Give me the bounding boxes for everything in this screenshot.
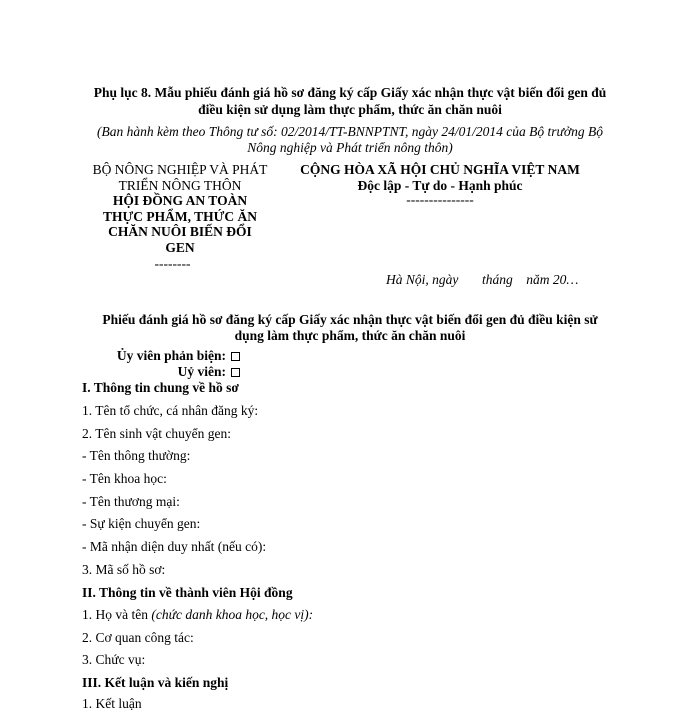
member-row [178,364,240,380]
field-member-name [82,607,313,623]
council-line-2: THỰC PHẨM, THỨC ĂN [103,208,257,224]
field-transformation-event: - Sự kiện chuyển gen: [82,516,201,531]
field-position: 3. Chức vụ: [82,652,146,667]
section-3-heading: III. Kết luận và kiến nghị [82,675,229,690]
left-divider: -------- [154,256,191,271]
section-2-heading: II. Thông tin về thành viên Hội đồng [82,585,293,600]
nation-name: CỘNG HÒA XÃ HỘI CHỦ NGHĨA VIỆT NAM [300,162,580,177]
member-label: Uỷ viên: [177,364,226,379]
field-workplace: 2. Cơ quan công tác: [82,630,194,645]
council-line-4: GEN [165,239,195,255]
date-line: Hà Nội, ngày tháng năm 20… [386,272,579,287]
council-line-1: HỘI ĐỒNG AN TOÀN [112,193,248,208]
nation-header [270,162,610,193]
issue-note: (Ban hành kèm theo Thông tư số: 02/2014/TT-BNNPTNT, ngày 24/01/2014 của Bộ trưởng Bộ Nông nghiệp và Phát triển nông thôn) [97,124,603,155]
council-line-3: CHĂN NUÔI BIẾN ĐỔI [108,224,252,239]
ministry-header [80,162,280,255]
field-trade-name: - Tên thương mại: [82,494,180,509]
member-name-note: (chức danh khoa học, học vị): [151,607,314,622]
reviewer-row [117,348,240,364]
field-unique-identifier: - Mã nhận diện duy nhất (nếu có): [82,539,267,554]
right-divider: --------------- [406,192,474,207]
field-conclusion: 1. Kết luận [82,696,142,711]
field-registrant: 1. Tên tổ chức, cá nhân đăng ký: [82,403,259,418]
reviewer-checkbox[interactable] [231,352,240,361]
reviewer-label: Ủy viên phản biện: [116,348,226,363]
ministry-line-2: TRIỂN NÔNG THÔN [118,177,242,193]
nation-motto: Độc lập - Tự do - Hạnh phúc [357,177,523,193]
field-common-name: - Tên thông thường: [82,448,191,463]
ministry-line-1: BỘ NÔNG NGHIỆP VÀ PHÁT [92,162,268,177]
field-dossier-code: 3. Mã số hồ sơ: [82,562,166,577]
field-organism-name: 2. Tên sinh vật chuyển gen: [82,426,231,441]
appendix-title: Phụ lục 8. Mẫu phiếu đánh giá hồ sơ đăng ký cấp Giấy xác nhận thực vật biến đổi gen đủ điều kiện sử dụng làm thực phẩm, thức ăn chăn nuôi [93,85,607,117]
member-name-prefix: 1. Họ và tên [82,607,152,622]
section-1-heading: I. Thông tin chung về hồ sơ [82,380,239,395]
form-title: Phiếu đánh giá hồ sơ đăng ký cấp Giấy xác nhận thực vật biến đổi gen đủ điều kiện sử dụng làm thực phẩm, thức ăn chăn nuôi [102,312,598,343]
member-checkbox[interactable] [231,368,240,377]
field-scientific-name: - Tên khoa học: [82,471,167,486]
